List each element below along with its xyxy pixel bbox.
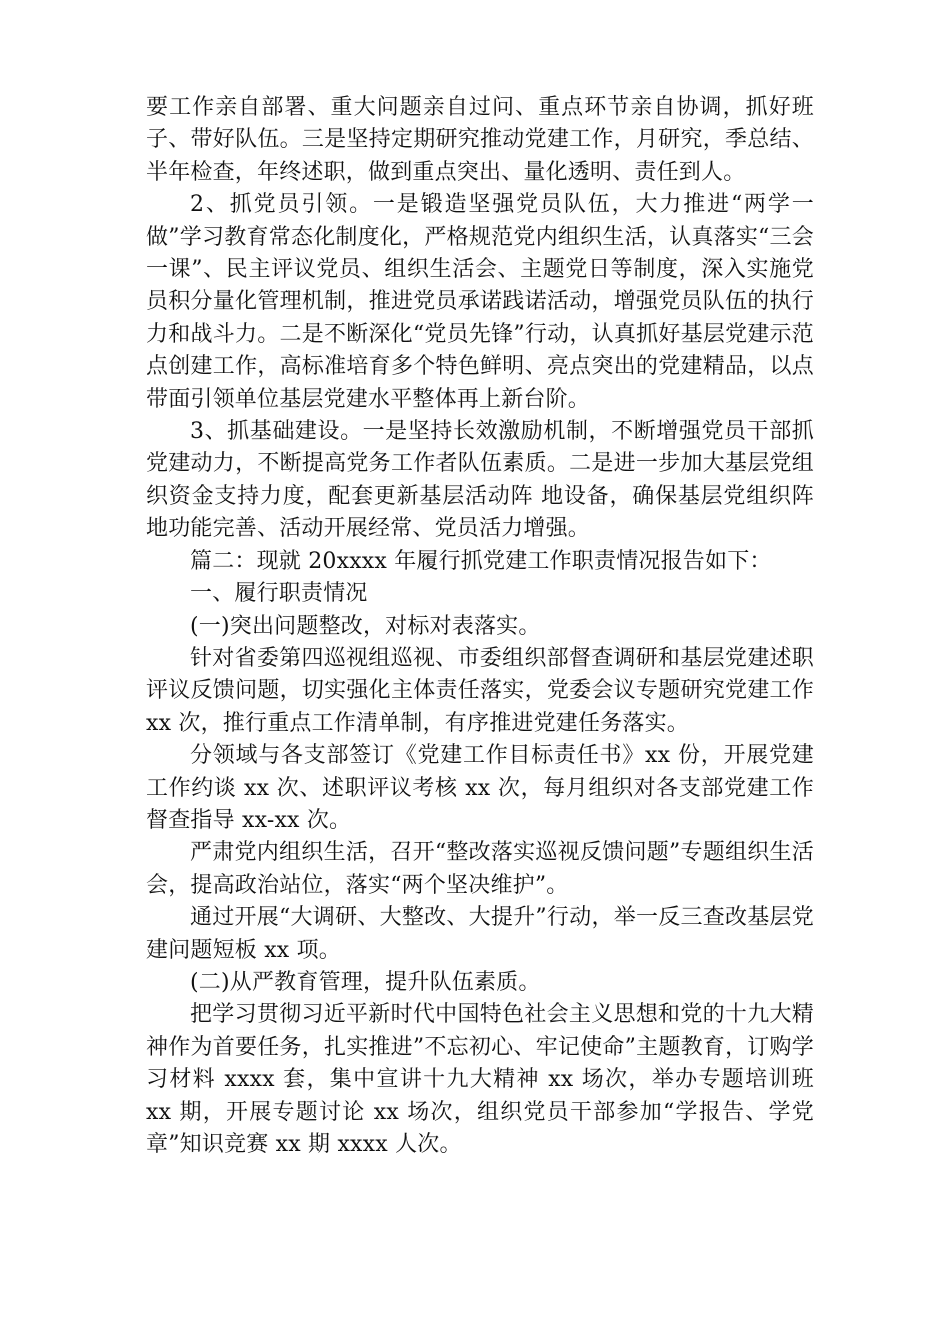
section-heading-duties: 一、履行职责情况	[190, 581, 368, 607]
paragraph-organization-life: 严肃党内组织生活，召开“整改落实巡视反馈问题”专题组织生活会，提高政治站位，落实“两个坚决维护”。	[146, 840, 814, 898]
paragraph-continuation: 要工作亲自部署、重大问题亲自过问、重点环节亲自协调，抓好班子、带好队伍。三是坚持定期研究推动党建工作，月研究，季总结、半年检查，年终述职，做到重点突出、量化透明、责任到人。	[146, 95, 814, 185]
subheading-education-management: (二)从严教育管理，提升队伍素质。	[190, 969, 541, 995]
paragraph-inspection-feedback: 针对省委第四巡视组巡视、市委组织部督查调研和基层党建述职评议反馈问题，切实强化主体责任落实，党委会议专题研究党建工作 xx 次，推行重点工作清单制，有序推进党建任务落实。	[146, 645, 814, 736]
subheading-rectification: (一)突出问题整改，对标对表落实。	[190, 613, 541, 639]
paragraph-study-thought: 把学习贯彻习近平新时代中国特色社会主义思想和党的十九大精神作为首要任务，扎实推进”不忘初心、牢记使命”主题教育，订购学习材料 xxxx 套，集中宣讲十九大精神 xx 场次，举办专题培训班 xx 期，开展专题讨论 xx 场次，组织党员干部参加“学报告、学党章”知识竞赛 xx 期 xxxx 人次。	[146, 1002, 814, 1157]
paragraph-foundation-building: 3、抓基础建设。一是坚持长效激励机制，不断增强党员干部抓党建动力，不断提高党务工作者队伍素质。二是进一步加大基层党组织资金支持力度，配套更新基层活动阵 地设备，确保基层党组织阵地功能完善、活动开展经常、党员活力增强。	[146, 419, 814, 542]
paragraph-responsibility-letters: 分领域与各支部签订《党建工作目标责任书》xx 份，开展党建工作约谈 xx 次、述职评议考核 xx 次，每月组织对各支部党建工作督查指导 xx-xx 次。	[146, 743, 814, 833]
paragraph-part-two-intro: 篇二：现就 20xxxx 年履行抓党建工作职责情况报告如下：	[190, 548, 772, 574]
paragraph-research-action: 通过开展“大调研、大整改、大提升”行动，举一反三查改基层党建问题短板 xx 项。	[146, 905, 814, 963]
paragraph-party-member-leading: 2、抓党员引领。一是锻造坚强党员队伍，大力推进“两学一做”学习教育常态化制度化，严格规范党内组织生活，认真落实“三会一课”、民主评议党员、组织生活会、主题党日等制度，深入实施党员积分量化管理机制，推进党员承诺践诺活动，增强党员队伍的执行力和战斗力。二是不断深化“党员先锋”行动，认真抓好基层党建示范点创建工作，高标准培育多个特色鲜明、亮点突出的党建精品，以点带面引领单位基层党建水平整体再上新台阶。	[146, 192, 814, 412]
document-body	[146, 92, 814, 1161]
